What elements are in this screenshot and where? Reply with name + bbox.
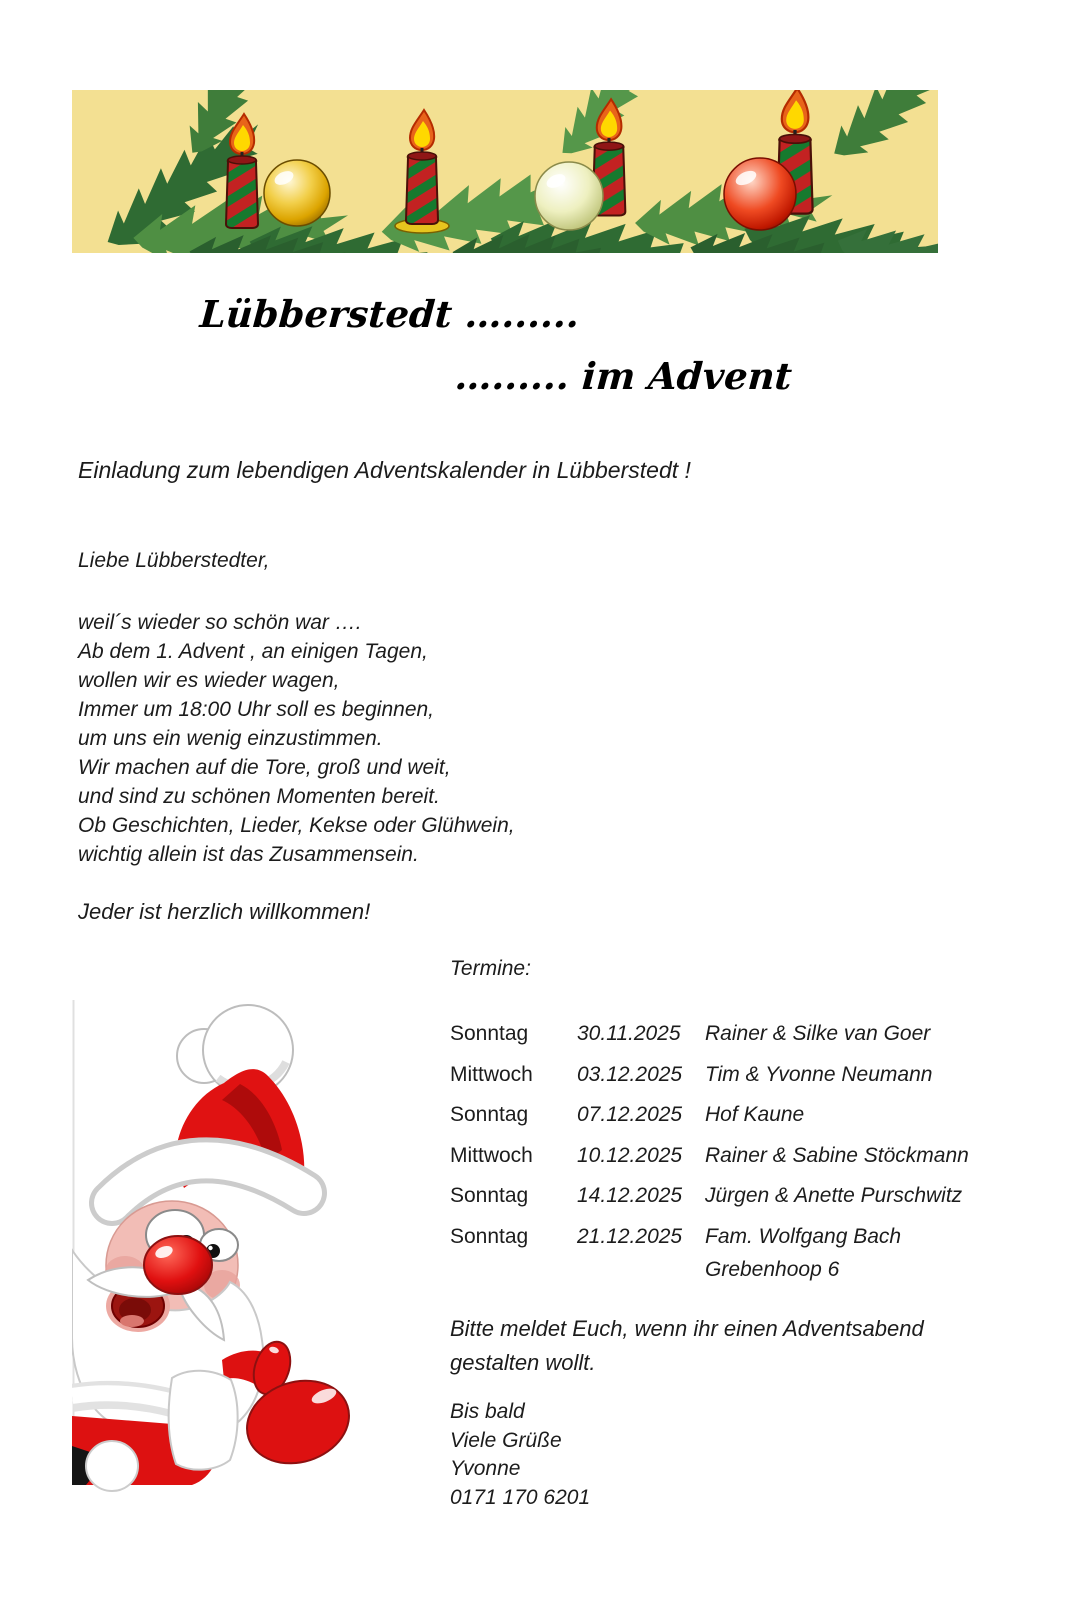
termine-day: Sonntag [450,1184,529,1208]
closing-block [450,1398,590,1512]
termine-date: 30.11.2025 [577,1022,681,1045]
welcome-line: Jeder ist herzlich willkommen! [78,899,371,924]
note-line: Bitte meldet Euch, wenn ihr einen Adventsabend [450,1316,924,1341]
termine-day: Mittwoch [450,1062,533,1086]
poem-block [78,608,515,869]
termine-day: Sonntag [450,1103,529,1127]
note-line: gestalten wollt. [450,1350,596,1375]
closing-line: 0171 170 6201 [450,1485,591,1509]
termine-date: 21.12.2025 [577,1224,683,1248]
termine-row [450,1103,995,1144]
termine-row [450,1063,995,1104]
poem-line: Ab dem 1. Advent , an einigen Tagen, [78,640,428,663]
termine-day: Mittwoch [450,1143,533,1167]
christmas-garland-banner-image [72,90,938,253]
poem-line: und sind zu schönen Momenten bereit. [78,785,440,808]
poem-line: um uns ein wenig einzustimmen. [78,727,383,750]
termine-row [450,1184,995,1225]
termine-date: 03.12.2025 [577,1062,683,1086]
termine-row [450,1225,995,1282]
closing-line: Bis bald [450,1400,525,1423]
termine-host: Hof Kaune [705,1103,805,1127]
poem-line: wollen wir es wieder wagen, [78,669,340,692]
termine-host-group [705,1225,901,1282]
poem-line: Wir machen auf die Tore, groß und weit, [78,756,451,779]
termine-day: Sonntag [450,1022,529,1045]
closing-line: Yvonne [450,1457,521,1480]
termine-heading: Termine: [450,957,531,980]
poem-line: Ob Geschichten, Lieder, Kekse oder Glühwein, [78,814,515,837]
salutation: Liebe Lübberstedter, [78,549,270,572]
poem-line: wichtig allein ist das Zusammensein. [78,843,419,866]
poem-line: weil´s wieder so schön war …. [78,611,362,634]
termine-host: Tim & Yvonne Neumann [705,1062,933,1086]
note-block [450,1312,924,1380]
page-title-line2: …...... im Advent [453,354,794,398]
garland-graphic [72,90,938,253]
closing-line: Viele Grüße [450,1428,562,1452]
termine-host: Rainer & Silke van Goer [705,1022,931,1045]
poem-line: Immer um 18:00 Uhr soll es beginnen, [78,698,435,721]
termine-date: 07.12.2025 [577,1103,683,1127]
santa-graphic [72,988,402,1508]
termine-host: Rainer & Sabine Stöckmann [705,1143,969,1167]
termine-host-address: Grebenhoop 6 [705,1257,840,1281]
page-title-line1: Lübberstedt …...... [198,292,581,336]
termine-host: Jürgen & Anette Purschwitz [705,1184,963,1208]
invitation-heading: Einladung zum lebendigen Adventskalender in Lübberstedt ! [78,457,691,483]
termine-date: 10.12.2025 [577,1143,683,1167]
termine-host: Fam. Wolfgang Bach [705,1224,902,1248]
termine-row [450,1022,995,1063]
termine-table [450,1022,995,1282]
santa-clipart-image [72,988,402,1508]
termine-day: Sonntag [450,1224,529,1248]
termine-date: 14.12.2025 [577,1184,683,1208]
termine-row [450,1144,995,1185]
